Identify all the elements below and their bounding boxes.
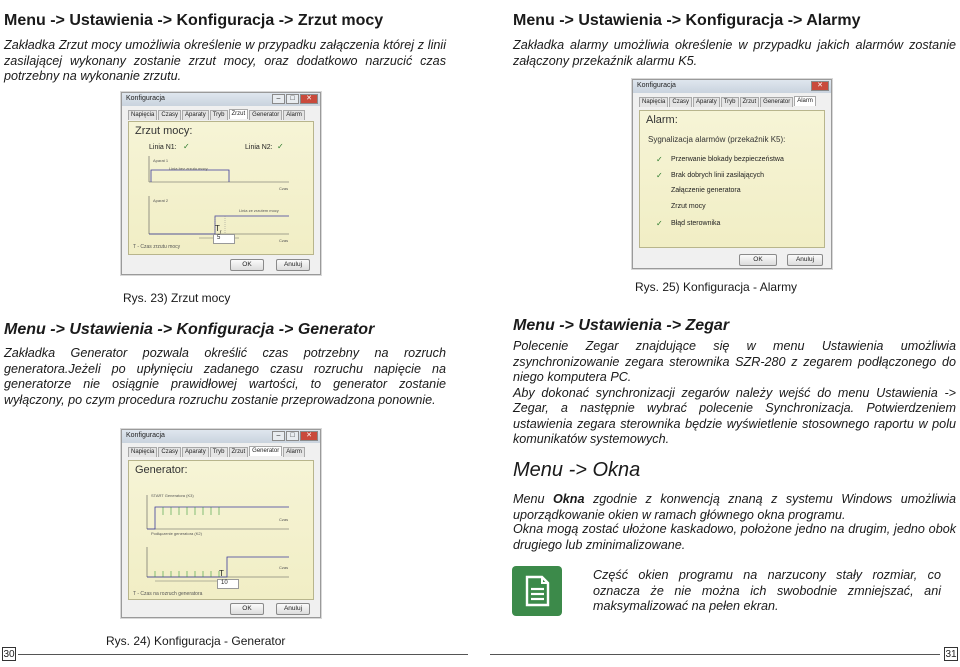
cancel-button[interactable]: Anuluj	[276, 603, 310, 615]
heading-okna: Menu -> Okna	[513, 459, 641, 481]
tab-aparaty[interactable]: Aparaty	[182, 110, 209, 120]
czas-label-2: Czas	[279, 238, 289, 243]
minimize-icon[interactable]: –	[272, 94, 285, 104]
alarm-item[interactable]: Zrzut mocy	[671, 203, 706, 210]
tab-zrzut[interactable]: Zrzut	[229, 109, 249, 119]
aparat2-label: Aparat 2	[153, 198, 169, 203]
aparat1-label: Aparat 1	[153, 158, 169, 163]
tab-bar	[122, 443, 320, 457]
alarm-item[interactable]: Załączenie generatora	[671, 187, 741, 194]
alarm-group-title: Sygnalizacja alarmów (przekaźnik K5):	[648, 135, 786, 144]
ok-button[interactable]: OK	[739, 254, 777, 266]
alarm-item[interactable]: ✓ Przerwanie blokady bezpieczeństwa	[656, 155, 784, 164]
caption-rys23: Rys. 23) Zrzut mocy	[123, 291, 231, 305]
dialog-titlebar	[122, 93, 320, 106]
minimize-icon[interactable]: –	[272, 431, 285, 441]
tr-label: $T_r$	[215, 224, 222, 236]
paragraph-zrzut-mocy: Zakładka Zrzut mocy umożliwia określenie w przypadku załączenia której z linii zasilającej wykonany zostanie zrzut mocy, oraz dodatkowo narzucić czas potrzebny na wykonanie zrzutu.	[4, 38, 446, 83]
tab-generator[interactable]: Generator	[760, 97, 793, 107]
caption-rys24: Rys. 24) Konfiguracja - Generator	[106, 634, 286, 648]
paragraph-generator: Zakładka Generator pozwala określić czas potrzebny na rozruch generatora.Jeżeli po upłynięciu zadanego czasu rozruchu napięcie na generatorze nie osiągnie prawidłowej wartości, to generator zostanie wyłączony, po czym procedura rozruchu zostanie przeprowadzona ponownie.	[4, 346, 446, 407]
podlaczenie-generatora-label: Podłączenie generatora (K2)	[151, 531, 202, 536]
cancel-button[interactable]: Anuluj	[787, 254, 823, 266]
tab-alarm[interactable]: Alarm	[283, 447, 305, 457]
tab-aparaty[interactable]: Aparaty	[182, 447, 209, 457]
panel-title: Generator:	[135, 464, 188, 476]
heading-generator: Menu -> Ustawienia -> Konfiguracja -> Generator	[4, 321, 375, 338]
zrzut-panel	[128, 121, 314, 255]
check-icon[interactable]: ✓	[656, 219, 663, 228]
dialog-alarmy	[632, 79, 832, 269]
footer-rule-left	[18, 654, 468, 655]
panel-title: Zrzut mocy:	[135, 125, 193, 137]
paragraph-okna-2: Okna mogą zostać ułożone kaskadowo, położone jedno na drugim, jedno obok drugiego lub zminimalizowane.	[513, 522, 956, 552]
tab-zrzut[interactable]: Zrzut	[740, 97, 760, 107]
panel-title: Alarm:	[646, 114, 678, 126]
tab-tryb[interactable]: Tryb	[210, 447, 228, 457]
heading-zrzut-mocy: Menu -> Ustawienia -> Konfiguracja -> Zrzut mocy	[4, 12, 384, 29]
aparat1-line-label: Linia bez zrzutu mocy	[169, 166, 208, 171]
ok-button[interactable]: OK	[230, 603, 264, 615]
tab-alarm[interactable]: Alarm	[283, 110, 305, 120]
heading-zegar: Menu -> Ustawienia -> Zegar	[513, 317, 730, 334]
tr-label: T	[219, 569, 224, 578]
aparat2-line-label: Linia ze zrzutem mocy	[239, 208, 279, 213]
tr-input[interactable]: 5	[213, 234, 235, 244]
tab-napiecia[interactable]: Napięcia	[639, 97, 668, 107]
tr-input[interactable]: 10	[217, 579, 239, 589]
maximize-icon[interactable]: □	[286, 431, 299, 441]
page-number-left: 30	[3, 649, 15, 660]
linia-n2-checkbox[interactable]: ✓	[277, 142, 284, 151]
tab-bar	[633, 93, 831, 107]
linia-n1-checkbox[interactable]: ✓	[183, 142, 190, 151]
note-text: Część okien programu na narzucony stały rozmiar, co oznacza że nie można ich swobodnie zmniejszać, ani maksymalizować na pełen ekran.	[593, 568, 941, 613]
dialog-titlebar	[633, 80, 831, 93]
tab-generator[interactable]: Generator	[249, 446, 282, 456]
dialog-zrzut-mocy	[121, 92, 321, 275]
tr-legend: T - Czas na rozruch generatora	[133, 591, 203, 597]
tab-generator[interactable]: Generator	[249, 110, 282, 120]
footer-rule-right	[490, 654, 940, 655]
linia-n2-label: Linia N2:	[245, 144, 273, 151]
tab-tryb[interactable]: Tryb	[210, 110, 228, 120]
alarm-item[interactable]: ✓ Błąd sterownika	[656, 219, 721, 228]
start-generator-label: START Generatora (K3)	[151, 493, 194, 498]
czas-label: Czas	[279, 186, 289, 191]
close-icon[interactable]: ✕	[300, 94, 318, 104]
linia-n1-label: Linia N1:	[149, 144, 177, 151]
paragraph-zegar: Polecenie Zegar znajdujące się w menu Ustawienia umożliwia zsynchronizowanie zegara sterownika SZR-280 z zegarem podłączonego do niego komputera PC. Aby dokonać synchronizacji zegarów należy wejść do menu Ustawienia -> Zegar, a następnie wybrać polecenie Synchronizacja. Potwierdzeniem ustawienia zegara sterownika będzie wyświetlenie stosownego raportu w polu komunikatów systemowych.	[513, 339, 956, 446]
tab-czasy[interactable]: Czasy	[669, 97, 692, 107]
paragraph-alarmy: Zakładka alarmy umożliwia określenie w przypadku jakich alarmów zostanie załączony przekaźnik alarmu K5.	[513, 38, 956, 68]
paragraph-okna-1: Menu Okna zgodnie z konwencją znaną z systemu Windows umożliwia uporządkowanie okien w ramach głównego okna programu.	[513, 492, 956, 522]
dialog-title: Konfiguracja	[126, 95, 165, 102]
tab-napiecia[interactable]: Napięcia	[128, 110, 157, 120]
alarm-panel	[639, 110, 825, 248]
ok-button[interactable]: OK	[230, 259, 264, 271]
tab-zrzut[interactable]: Zrzut	[229, 447, 249, 457]
tr-legend: T - Czas zrzutu mocy	[133, 244, 181, 250]
dialog-title: Konfiguracja	[126, 432, 165, 439]
alarm-item[interactable]: ✓ Brak dobrych linii zasilających	[656, 171, 764, 180]
tab-bar	[122, 106, 320, 120]
check-icon[interactable]: ✓	[656, 171, 663, 180]
cancel-button[interactable]: Anuluj	[276, 259, 310, 271]
tab-czasy[interactable]: Czasy	[158, 447, 181, 457]
maximize-icon[interactable]: □	[286, 94, 299, 104]
czas-label-2: Czas	[279, 565, 289, 570]
check-icon[interactable]: ✓	[656, 155, 663, 164]
tab-alarm[interactable]: Alarm	[794, 96, 816, 106]
document-icon	[512, 566, 562, 616]
tab-aparaty[interactable]: Aparaty	[693, 97, 720, 107]
tab-tryb[interactable]: Tryb	[721, 97, 739, 107]
dialog-titlebar	[122, 430, 320, 443]
close-icon[interactable]: ✕	[300, 431, 318, 441]
generator-panel	[128, 460, 314, 600]
heading-alarmy: Menu -> Ustawienia -> Konfiguracja -> Alarmy	[513, 12, 861, 29]
page-number-right: 31	[945, 649, 957, 660]
tab-napiecia[interactable]: Napięcia	[128, 447, 157, 457]
caption-rys25: Rys. 25) Konfiguracja - Alarmy	[635, 280, 798, 294]
czas-label: Czas	[279, 517, 289, 522]
dialog-generator	[121, 429, 321, 618]
dialog-title: Konfiguracja	[637, 82, 676, 89]
tab-czasy[interactable]: Czasy	[158, 110, 181, 120]
close-icon[interactable]: ✕	[811, 81, 829, 91]
